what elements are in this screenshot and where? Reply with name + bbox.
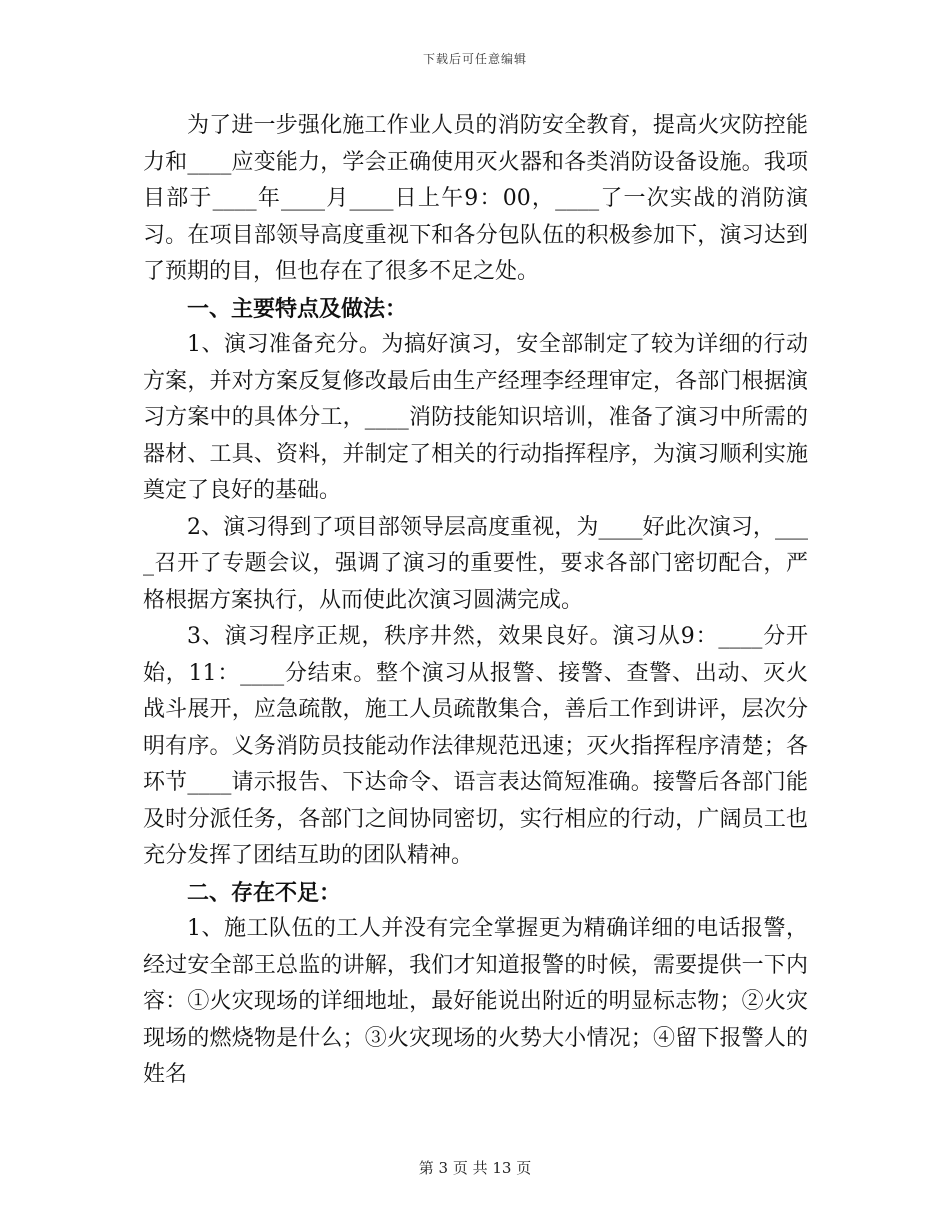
- paragraph-preparation: 1、演习准备充分。为搞好演习，安全部制定了较为详细的行动方案，并对方案反复修改最后由生产经理李经理审定，各部门根据演习方案中的具体分工，____消防技能知识培训，准备了演习中所需的器材、工具、资料，并制定了相关的行动指挥程序，为演习顺利实施奠定了良好的基础。: [143, 332, 808, 503]
- page-header: 下载后可任意编辑: [422, 52, 527, 66]
- section-heading-features: 一、主要特点及做法：: [187, 295, 408, 322]
- page-number: 第 3 页 共 13 页: [418, 1159, 532, 1177]
- document-body: [143, 108, 808, 1094]
- paragraph-leadership: 2、演习得到了项目部领导层高度重视，为____好此次演习，____召开了专题会议，强调了演习的重要性，要求各部门密切配合，严格根据方案执行，从而使此次演习圆满完成。: [143, 514, 808, 613]
- paragraph-procedure: 3、演习程序正规，秩序井然，效果良好。演习从9：____分开始，11：____分结束。整个演习从报警、接警、查警、出动、灭火战斗展开，应急疏散，施工人员疏散集合，善后工作到讲评，层次分明有序。义务消防员技能动作法律规范迅速；灭火指挥程序清楚；各环节____请示报告、下达命令、语言表达简短准确。接警后各部门能及时分派任务，各部门之间协同密切，实行相应的行动，广阔员工也充分发挥了团结互助的团队精神。: [143, 624, 808, 868]
- section-heading-shortcomings: 二、存在不足：: [187, 879, 342, 906]
- paragraph-reporting: 1、施工队伍的工人并没有完全掌握更为精确详细的电话报警，经过安全部王总监的讲解，我们才知道报警的时候，需要提供一下内容：①火灾现场的详细地址，最好能说出附近的明显标志物；②火灾现场的燃烧物是什么；③火灾现场的火势大小情况；④留下报警人的姓名: [143, 916, 808, 1087]
- intro-paragraph: 为了进一步强化施工作业人员的消防安全教育，提高火灾防控能力和____应变能力，学会正确使用灭火器和各类消防设备设施。我项目部于____年____月____日上午9：00，____了一次实战的消防演习。在项目部领导高度重视下和各分包队伍的积极参加下，演习达到了预期的目，但也存在了很多不足之处。: [143, 113, 808, 284]
